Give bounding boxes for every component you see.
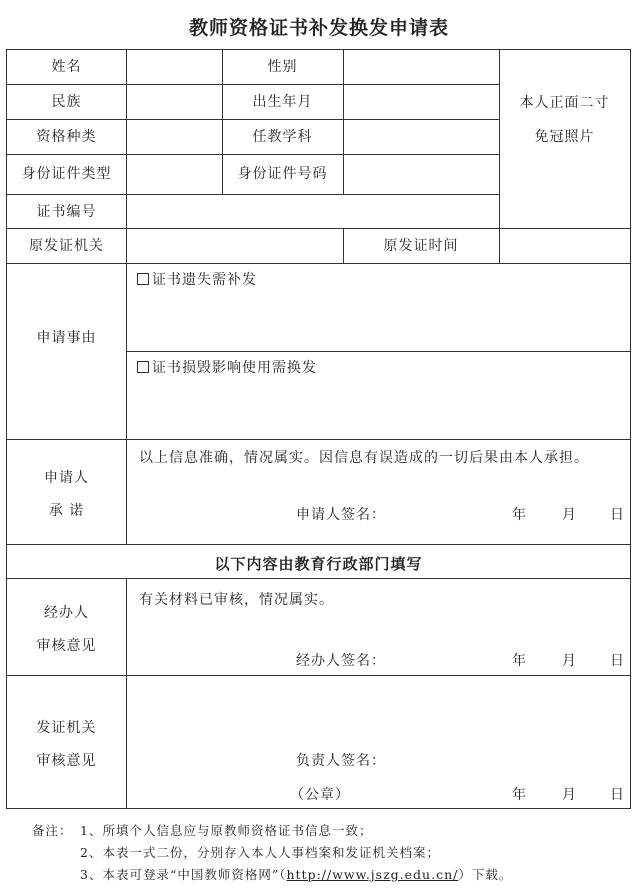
note-line-2: 2、本表一式二份，分别存入本人人事档案和发证机关档案； — [80, 845, 440, 860]
row-divider — [7, 578, 630, 579]
official-seal-label: （公章） — [290, 787, 350, 803]
handler-signature-label: 经办人签名： — [296, 653, 386, 669]
label-certificate-number: 证书编号 — [36, 204, 97, 220]
label-commitment-line1: 申请人 — [44, 470, 89, 486]
row-divider — [126, 351, 630, 352]
column-divider — [126, 578, 127, 809]
row-divider — [7, 263, 630, 264]
column-divider — [343, 50, 344, 194]
date-month: 月 — [562, 787, 577, 803]
label-id-number: 身份证件号码 — [237, 166, 328, 182]
row-divider — [7, 228, 630, 229]
form-title: 教师资格证书补发换发申请表 — [188, 17, 449, 39]
label-issuer-review-line1: 发证机关 — [36, 720, 97, 736]
responsible-signature-label: 负责人签名： — [296, 753, 386, 769]
label-commitment-line2: 承 诺 — [48, 503, 85, 519]
row-divider — [7, 119, 499, 120]
row-divider — [7, 544, 630, 545]
column-divider — [126, 50, 127, 544]
label-id-type: 身份证件类型 — [21, 166, 112, 182]
label-issuer-review-line2: 审核意见 — [36, 753, 97, 769]
label-subject: 任教学科 — [252, 129, 313, 145]
column-divider — [499, 50, 500, 263]
row-divider — [7, 154, 499, 155]
row-divider — [7, 675, 630, 676]
label-application-reason: 申请事由 — [36, 330, 97, 346]
label-gender: 性别 — [267, 59, 298, 75]
date-year: 年 — [512, 507, 527, 523]
commitment-text: 以上信息准确，情况属实。因信息有误造成的一切后果由本人承担。 — [139, 450, 589, 466]
label-original-issue-time: 原发证时间 — [383, 238, 459, 254]
checkbox-lost[interactable] — [137, 273, 149, 285]
date-day: 日 — [610, 787, 625, 803]
option-certificate-damaged[interactable]: 证书损毁影响使用需换发 — [137, 360, 317, 377]
date-year: 年 — [512, 653, 527, 669]
download-link[interactable]: http://www.jszg.edu.cn/ — [286, 867, 459, 882]
date-month: 月 — [562, 507, 577, 523]
photo-placeholder-line1: 本人正面二寸 — [519, 95, 610, 111]
row-divider — [7, 194, 499, 195]
checkbox-damaged[interactable] — [137, 361, 149, 373]
row-divider — [7, 439, 630, 440]
applicant-signature-label: 申请人签名： — [296, 507, 386, 523]
note-line-1: 1、所填个人信息应与原教师资格证书信息一致； — [80, 823, 373, 838]
handler-review-text: 有关材料已审核，情况属实。 — [139, 592, 334, 608]
option-certificate-lost[interactable]: 证书遗失需补发 — [137, 272, 257, 289]
label-handler-line1: 经办人 — [44, 605, 89, 621]
date-month: 月 — [562, 653, 577, 669]
label-ethnicity: 民族 — [51, 94, 82, 110]
photo-placeholder-line2: 免冠照片 — [534, 129, 595, 145]
row-divider — [7, 84, 499, 85]
date-year: 年 — [512, 787, 527, 803]
label-birth: 出生年月 — [252, 94, 313, 110]
label-name: 姓名 — [51, 59, 82, 75]
notes-prefix: 备注： — [32, 823, 73, 838]
date-day: 日 — [610, 653, 625, 669]
date-day: 日 — [610, 507, 625, 523]
label-original-issuer: 原发证机关 — [29, 238, 104, 254]
label-handler-line2: 审核意见 — [36, 638, 97, 654]
note-line-3: 3、本表可登录“中国教师资格网”（http://www.jszg.edu.cn/）下载。 — [80, 867, 513, 882]
label-qualification-type: 资格种类 — [36, 129, 97, 145]
application-form-table — [6, 49, 631, 809]
department-section-header: 以下内容由教育行政部门填写 — [214, 555, 423, 573]
